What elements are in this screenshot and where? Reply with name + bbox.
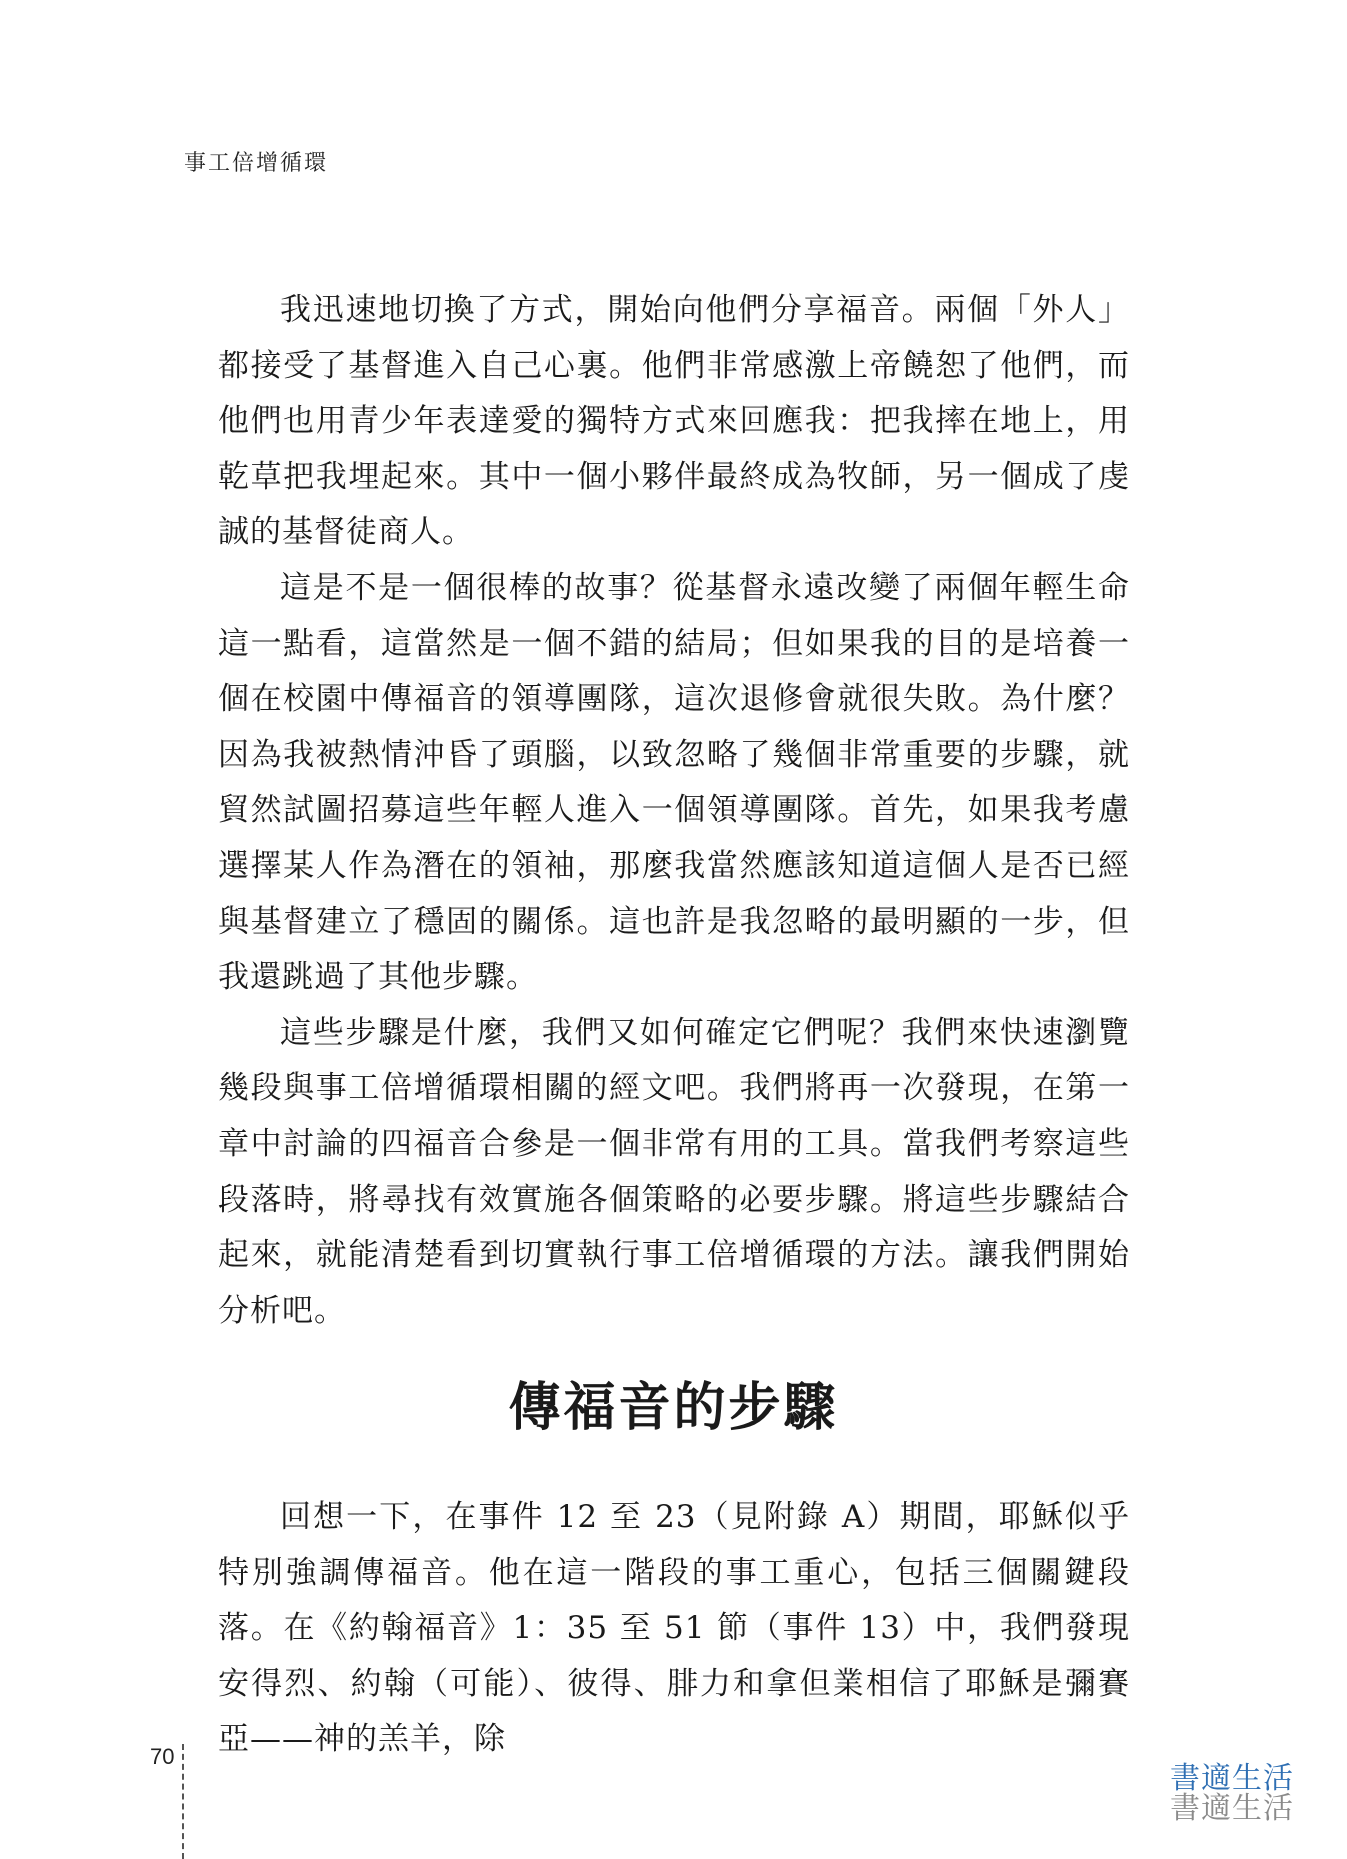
paragraph-2: 這是不是一個很棒的故事？從基督永遠改變了兩個年輕生命這一點看，這當然是一個不錯的結局；但如果我的目的是培養一個在校園中傳福音的領導團隊，這次退修會就很失敗。為什麼？因為我被熱情沖昏了頭腦，以致忽略了幾個非常重要的步驟，就貿然試圖招募這些年輕人進入一個領導團隊。首先，如果我考慮選擇某人作為潛在的領袖，那麼我當然應該知道這個人是否已經與基督建立了穩固的關係。這也許是我忽略的最明顯的一步，但我還跳過了其他步驟。 xyxy=(218,569,1130,996)
section-title: 傳福音的步驟 xyxy=(508,1377,839,1438)
page-number: 70 xyxy=(150,1744,175,1769)
page-edge-rule xyxy=(182,1744,184,1859)
running-header: 事工倍增循環 xyxy=(184,151,329,176)
brand-logo-line-1: 書適生活 xyxy=(1170,1761,1294,1796)
section-body xyxy=(218,1490,1130,1768)
brand-logo xyxy=(1170,1761,1294,1826)
paragraph-3: 這些步驟是什麼，我們又如何確定它們呢？我們來快速瀏覽幾段與事工倍增循環相關的經文吧。我們將再一次發現，在第一章中討論的四福音合參是一個非常有用的工具。當我們考察這些段落時，將尋找有效實施各個策略的必要步驟。將這些步驟結合起來，就能清楚看到切實執行事工倍增循環的方法。讓我們開始分析吧。 xyxy=(218,1014,1130,1329)
body-text xyxy=(218,283,1130,1339)
section-paragraph: 回想一下，在事件 12 至 23（見附錄 A）期間，耶穌似乎特別強調傳福音。他在這一階段的事工重心，包括三個關鍵段落。在《約翰福音》1：35 至 51 節（事件 13）中，我們發現安得烈、約翰（可能）、彼得、腓力和拿但業相信了耶穌是彌賽亞——神的羔羊，除 xyxy=(218,1499,1130,1758)
brand-logo-line-2: 書適生活 xyxy=(1170,1791,1294,1826)
paragraph-1: 我迅速地切換了方式，開始向他們分享福音。兩個「外人」都接受了基督進入自己心裏。他們非常感激上帝饒恕了他們，而他們也用青少年表達愛的獨特方式來回應我：把我摔在地上，用乾草把我埋起來。其中一個小夥伴最終成為牧師，另一個成了虔誠的基督徒商人。 xyxy=(218,292,1130,551)
